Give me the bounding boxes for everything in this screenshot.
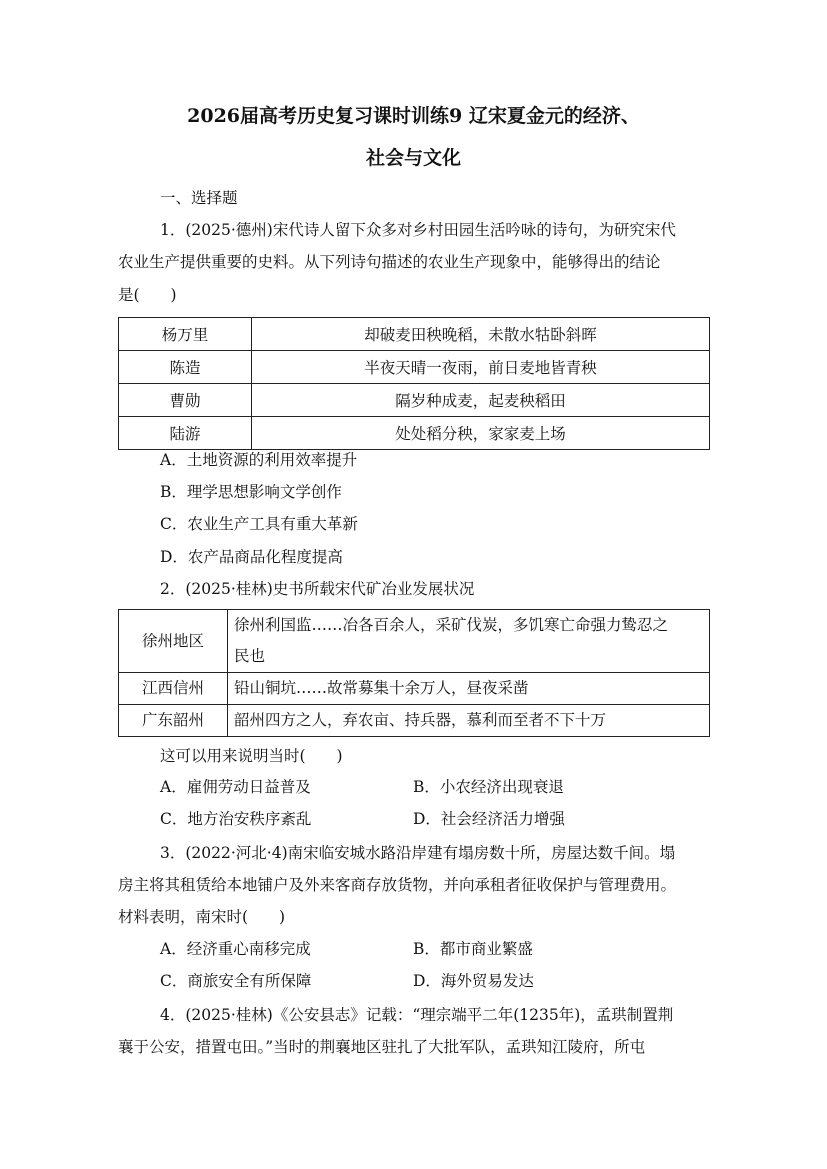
q4-stem-line-1: 4．(2025·桂林)《公安县志》记载：“理宗端平二年(1235年)，孟珙制置荆 [160,1006,674,1024]
q3-stem-line-1: 3．(2022·河北·4)南宋临安城水路沿岸建有塌房数十所，房屋达数千间。塌 [160,844,676,862]
q1-option-c: C．农业生产工具有重大革新 [160,515,358,533]
q2-option-a: A．雇佣劳动日益普及 [160,778,311,796]
q3-stem-line-2: 房主将其租赁给本地铺户及外来客商存放货物，并向承租者征收保护与管理费用。 [118,876,677,894]
q4-stem-line-2: 襄于公安，措置屯田。”当时的荆襄地区驻扎了大批军队，孟珙知江陵府，所屯 [118,1038,646,1056]
record-line: 民也 [234,647,266,665]
table-row [119,610,710,673]
verse-cell: 却破麦田秧晚稻，未散水牯卧斜晖 [252,318,710,351]
region-cell: 徐州地区 [119,610,228,673]
q1-option-d: D．农产品商品化程度提高 [160,548,343,566]
poet-cell: 杨万里 [119,318,252,351]
q1-stem-line-1: 1．(2025·德州)宋代诗人留下众多对乡村田园生活吟咏的诗句，为研究宋代 [160,221,676,239]
q2-option-d: D．社会经济活力增强 [413,810,565,828]
q1-poem-table [118,317,710,450]
table-row [119,318,710,351]
record-cell: 韶州四方之人，弃农亩、持兵器，慕利而至者不下十万 [228,705,710,737]
q2-stem: 2．(2025·桂林)史书所载宋代矿冶业发展状况 [160,580,475,598]
section-heading: 一、选择题 [160,189,238,207]
title-line-2: 社会与文化 [365,147,461,169]
q1-stem-line-2: 农业生产提供重要的史料。从下列诗句描述的农业生产现象中，能够得出的结论 [118,253,661,271]
q1-option-b: B．理学思想影响文学创作 [160,483,342,501]
q2-after: 这可以用来说明当时( ) [160,747,343,765]
poet-cell: 陈造 [119,351,252,384]
q3-option-d: D．海外贸易发达 [413,972,534,990]
q3-option-a: A．经济重心南移完成 [160,940,311,958]
verse-cell: 半夜天晴一夜雨，前日麦地皆青秧 [252,351,710,384]
record-cell: 铅山铜坑……故常募集十余万人，昼夜采凿 [228,673,710,705]
table-row [119,417,710,450]
table-row [119,351,710,384]
q3-option-b: B．都市商业繁盛 [413,940,533,958]
poet-cell: 曹勋 [119,384,252,417]
title-line-1: 2026届高考历史复习课时训练9 辽宋夏金元的经济、 [187,105,640,127]
record-line: 徐州利国监……冶各百余人，采矿伐炭，多饥寒亡命强力鸷忍之 [234,616,669,634]
table-row [119,705,710,737]
verse-cell: 隔岁种成麦，起麦秧稻田 [252,384,710,417]
q3-option-c: C．商旅安全有所保障 [160,972,312,990]
region-cell: 江西信州 [119,673,228,705]
q2-option-b: B．小农经济出现衰退 [413,778,564,796]
q2-mining-table [118,609,710,737]
q1-option-a: A．土地资源的利用效率提升 [160,451,358,469]
record-cell [228,610,710,673]
q3-stem-line-3: 材料表明，南宋时( ) [118,908,286,926]
q1-stem-line-3: 是( ) [118,286,177,304]
region-cell: 广东韶州 [119,705,228,737]
table-row [119,673,710,705]
verse-cell: 处处稻分秧，家家麦上场 [252,417,710,450]
poet-cell: 陆游 [119,417,252,450]
table-row [119,384,710,417]
q2-option-c: C．地方治安秩序紊乱 [160,810,312,828]
